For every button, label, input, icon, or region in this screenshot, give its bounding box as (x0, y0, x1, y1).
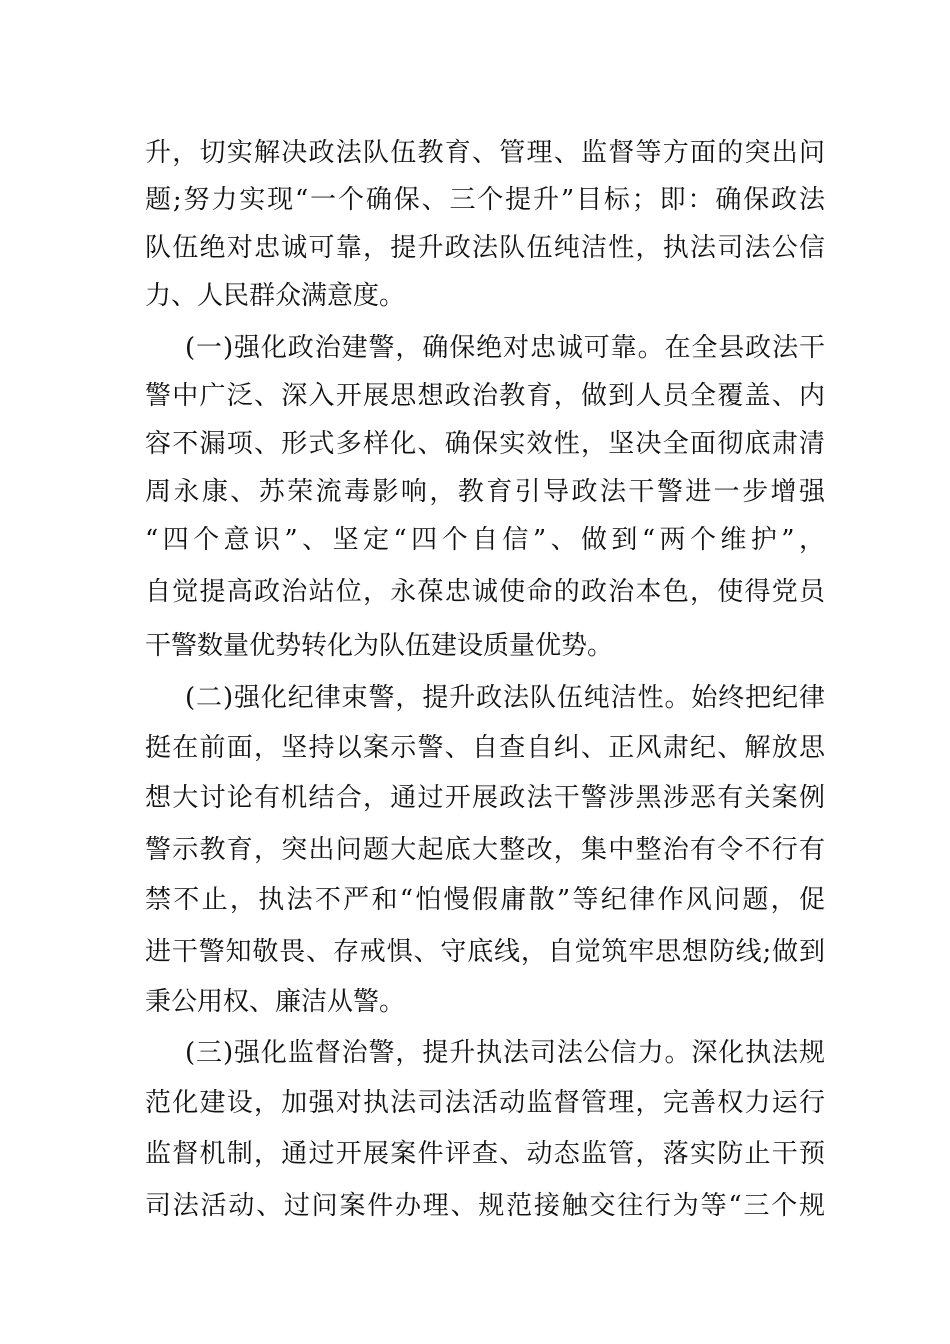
section-heading-line: (二)强化纪律束警，提升政法队伍纯洁性。始终把纪律 (185, 683, 825, 713)
text-line: 力、人民群众满意度。 (145, 281, 406, 311)
text-line: 监督机制，通过开展案件评查、动态监管，落实防止干预 (145, 1139, 825, 1169)
text-line: “四个意识”、坚定“四个自信”、做到“两个维护”， (145, 525, 825, 555)
text-line: 题;努力实现“一个确保、三个提升”目标；即：确保政法 (145, 185, 825, 215)
text-line: 周永康、苏荣流毒影响，教育引导政法干警进一步增强 (145, 477, 825, 507)
text-line: 禁不止，执法不严和“怕慢假庸散”等纪律作风问题，促 (145, 885, 825, 915)
text-line: 容不漏项、形式多样化、确保实效性，坚决全面彻底肃清 (145, 429, 825, 459)
text-line: 想大讨论有机结合，通过开展政法干警涉黑涉恶有关案例 (145, 783, 825, 813)
text-line: 队伍绝对忠诚可靠，提升政法队伍纯洁性，执法司法公信 (145, 233, 825, 263)
text-line: 进干警知敬畏、存戒惧、守底线，自觉筑牢思想防线;做到 (145, 937, 825, 967)
text-line: 秉公用权、廉洁从警。 (145, 987, 406, 1017)
text-line: 范化建设，加强对执法司法活动监督管理，完善权力运行 (145, 1088, 825, 1118)
text-line: 司法活动、过问案件办理、规范接触交往行为等“三个规 (145, 1191, 825, 1221)
text-line: 挺在前面，坚持以案示警、自查自纠、正风肃纪、解放思 (145, 733, 825, 763)
text-line: 警中广泛、深入开展思想政治教育，做到人员全覆盖、内 (145, 381, 825, 411)
text-line: 干警数量优势转化为队伍建设质量优势。 (145, 631, 614, 661)
text-line: 升，切实解决政法队伍教育、管理、监督等方面的突出问 (145, 138, 825, 168)
text-line: 警示教育，突出问题大起底大整改，集中整治有令不行有 (145, 835, 825, 865)
section-heading-line: (三)强化监督治警，提升执法司法公信力。深化执法规 (185, 1038, 825, 1068)
text-line: 自觉提高政治站位，永葆忠诚使命的政治本色，使得党员 (145, 577, 825, 607)
section-heading-line: (一)强化政治建警，确保绝对忠诚可靠。在全县政法干 (185, 333, 825, 363)
